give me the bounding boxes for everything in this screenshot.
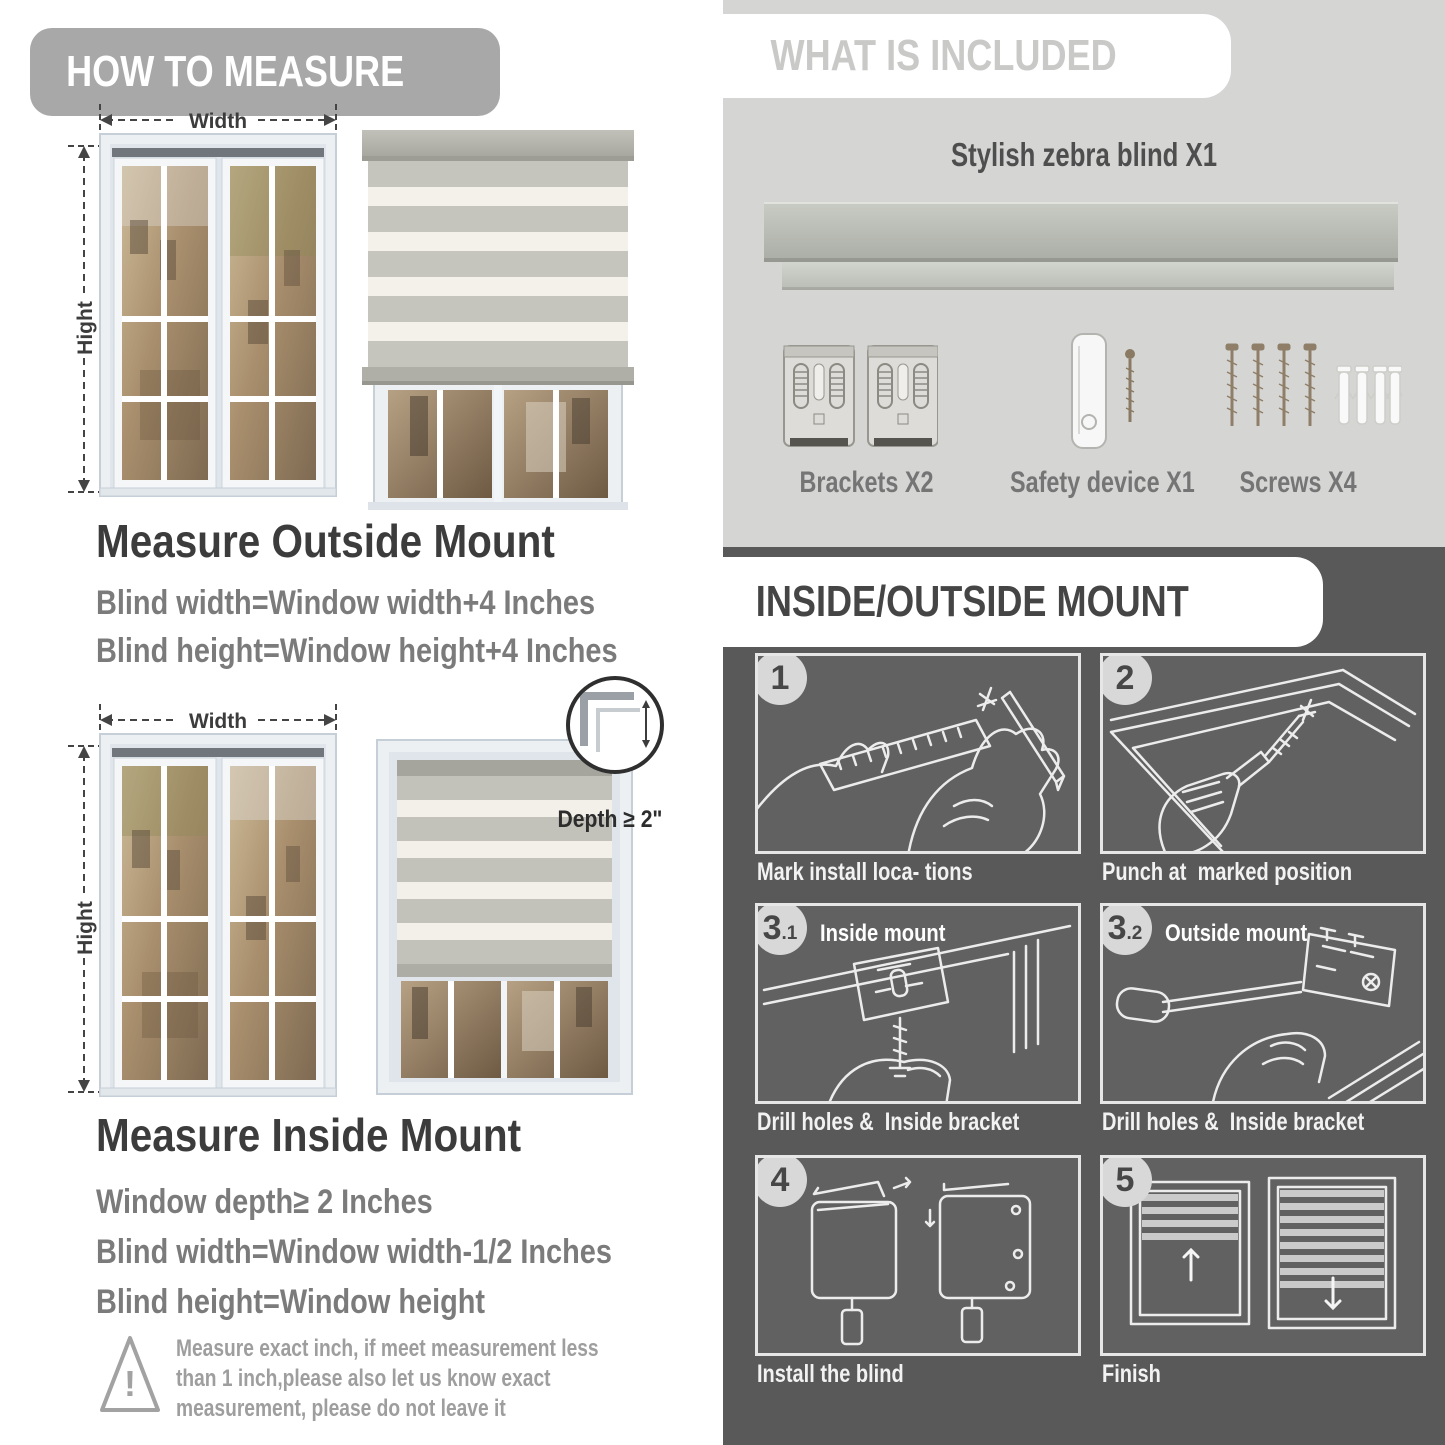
blind-bottom-rail	[362, 367, 634, 383]
brackets-caption: Brackets X2	[799, 466, 934, 499]
inside-mount-heading: Measure Inside Mount	[96, 1109, 522, 1161]
mount-title: INSIDE/OUTSIDE MOUNT	[755, 577, 1189, 626]
inside-mount-window-illustration	[60, 700, 350, 1100]
step-3-1-caption: Drill holes & Inside bracket	[757, 1108, 1020, 1136]
step-2-badge: 2	[1100, 653, 1152, 705]
step-1-badge: 1	[755, 653, 807, 705]
screws-icon	[1218, 338, 1402, 450]
outside-mount-window-illustration	[60, 100, 350, 500]
step-1-caption: Mark install loca- tions	[757, 858, 973, 886]
step-2-panel	[1100, 653, 1426, 854]
warning-line: Measure exact inch, if meet measurement less	[176, 1335, 599, 1362]
step-5-panel	[1100, 1155, 1426, 1356]
step-4-caption: Install the blind	[757, 1360, 904, 1388]
outside-mount-line: Blind width=Window width+4 Inches	[96, 584, 596, 622]
inside-mount-line: Window depth≥ 2 Inches	[96, 1183, 433, 1221]
blind-fabric-roll-image	[782, 262, 1394, 290]
screws-caption: Screws X4	[1239, 466, 1357, 499]
safety-device-caption: Safety device X1	[1010, 466, 1195, 499]
step-2-caption: Punch at marked position	[1102, 858, 1353, 886]
step-3-2-badge: 3.2	[1100, 903, 1152, 955]
safety-device-icon	[1046, 330, 1150, 456]
step-5-caption: Finish	[1102, 1360, 1161, 1388]
zebra-blind-outside-illustration	[358, 110, 638, 510]
window-behind-blind	[368, 378, 628, 510]
height-label: Hight	[74, 901, 97, 955]
brackets-icon	[782, 338, 938, 456]
step-4-badge: 4	[755, 1155, 807, 1207]
blind-cassette	[362, 130, 634, 156]
step-5-badge: 5	[1100, 1155, 1152, 1207]
depth-label: Depth ≥ 2"	[557, 806, 663, 833]
warning-text	[176, 1334, 704, 1424]
how-to-measure-title: HOW TO MEASURE	[66, 47, 405, 96]
warning-line: measurement, please do not leave it	[176, 1395, 506, 1422]
inside-mount-line: Blind height=Window height	[96, 1283, 486, 1321]
step-3-2-caption: Drill holes & Inside bracket	[1102, 1108, 1365, 1136]
what-is-included-header	[723, 14, 1231, 98]
window-frame	[100, 734, 336, 1096]
window-panes-below	[401, 981, 608, 1078]
warning-triangle-icon	[98, 1332, 162, 1418]
step-3-2-title: Outside mount	[1165, 920, 1308, 947]
blind-headrail-image	[764, 202, 1398, 262]
width-label: Width	[188, 710, 248, 733]
width-label: Width	[188, 110, 248, 133]
outside-mount-heading: Measure Outside Mount	[96, 515, 555, 567]
step-3-1-panel	[755, 903, 1081, 1104]
warning-line: than 1 inch,please also let us know exact	[176, 1365, 551, 1392]
product-label: Stylish zebra blind X1	[950, 136, 1218, 173]
inside-mount-line: Blind width=Window width-1/2 Inches	[96, 1233, 612, 1271]
window-corner-detail-icon	[570, 680, 660, 770]
what-is-included-title: WHAT IS INCLUDED	[770, 31, 1117, 80]
depth-callout-circle	[566, 676, 664, 774]
window-frame	[100, 134, 336, 496]
mount-header	[723, 557, 1323, 647]
step-3-1-badge: 3.1	[755, 903, 807, 955]
outside-mount-line: Blind height=Window height+4 Inches	[96, 632, 618, 670]
step-3-1-title: Inside mount	[820, 920, 946, 947]
step-3-2-panel	[1100, 903, 1426, 1104]
blind-fabric-stripes	[368, 161, 628, 367]
step-4-panel	[755, 1155, 1081, 1356]
height-label: Hight	[74, 301, 97, 355]
warning-mark: !	[124, 1363, 136, 1404]
blind-in-window	[397, 760, 612, 977]
step-1-panel	[755, 653, 1081, 854]
